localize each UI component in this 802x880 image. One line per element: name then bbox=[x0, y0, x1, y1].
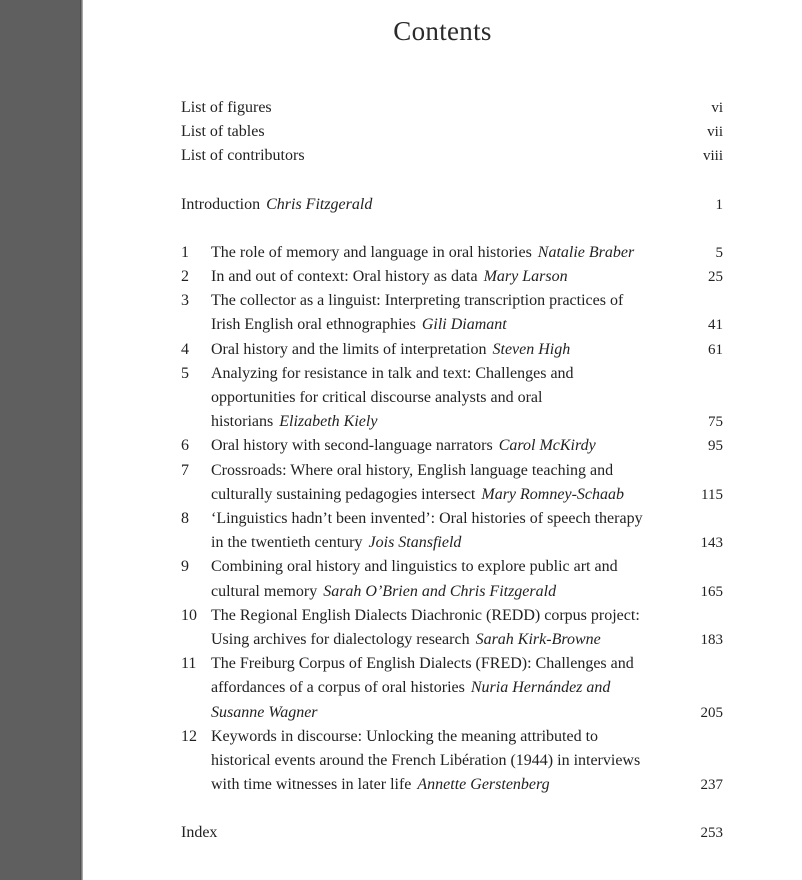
toc-entry-chapter-9[interactable] bbox=[181, 555, 723, 603]
toc-page-number: 61 bbox=[708, 341, 723, 358]
toc-entry-chapter-5[interactable] bbox=[181, 362, 723, 435]
chapter-title-line: historical events around the French Libération (1944) in interviews bbox=[211, 752, 641, 770]
chapter-title-line: affordances of a corpus of oral histories bbox=[211, 679, 465, 697]
toc-page-number: 237 bbox=[700, 777, 723, 794]
toc-entry-chapter-8[interactable] bbox=[181, 507, 723, 555]
toc-entry-chapter-12[interactable] bbox=[181, 725, 723, 798]
chapter-title: The role of memory and language in oral histories bbox=[211, 243, 532, 261]
viewer-gutter bbox=[0, 0, 80, 880]
toc-page-number: 1 bbox=[715, 196, 723, 213]
chapter-title-line: historians bbox=[211, 413, 274, 431]
toc-entry-front-matter[interactable] bbox=[181, 144, 723, 168]
chapter-title-line: The Freiburg Corpus of English Dialects (FRED): Challenges and bbox=[211, 655, 634, 673]
toc-page-number: 165 bbox=[700, 583, 723, 600]
toc-entry-chapter-7[interactable] bbox=[181, 459, 723, 507]
chapter-author: Steven High bbox=[492, 340, 571, 358]
chapter-number: 11 bbox=[181, 655, 197, 673]
chapter-title-line: in the twentieth century bbox=[211, 534, 363, 552]
chapter-title: Oral history and the limits of interpretation bbox=[211, 340, 487, 358]
chapter-author: Susanne Wagner bbox=[211, 703, 318, 721]
toc-entry-label: List of contributors bbox=[181, 147, 305, 165]
chapter-title-line: Crossroads: Where oral history, English language teaching and bbox=[211, 461, 614, 479]
toc-page-number: 5 bbox=[715, 244, 723, 261]
chapter-author: Mary Romney-Schaab bbox=[481, 485, 624, 503]
toc-entry-index[interactable] bbox=[181, 821, 723, 845]
chapter-author: Mary Larson bbox=[483, 267, 568, 285]
chapter-number: 10 bbox=[181, 606, 197, 624]
toc-page-number: 253 bbox=[700, 825, 723, 842]
chapter-title-line: culturally sustaining pedagogies intersect bbox=[211, 485, 476, 503]
toc-page-number: 41 bbox=[708, 317, 723, 334]
toc-entry-label: Index bbox=[181, 824, 218, 842]
toc-page-number: 75 bbox=[708, 414, 723, 431]
chapter-author: Sarah Kirk-Browne bbox=[475, 631, 601, 648]
chapter-number: 3 bbox=[181, 292, 189, 310]
toc-page-number: 115 bbox=[701, 486, 723, 503]
toc-page-number: vii bbox=[707, 124, 723, 141]
page-title: Contents bbox=[393, 16, 492, 46]
toc-entry-label: List of figures bbox=[181, 99, 272, 116]
chapter-number: 8 bbox=[181, 509, 189, 527]
toc-page-number: 25 bbox=[708, 268, 723, 285]
chapter-author: Annette Gerstenberg bbox=[417, 776, 550, 794]
chapter-title-line: opportunities for critical discourse analysts and oral bbox=[211, 388, 543, 406]
chapter-author: Carol McKirdy bbox=[498, 437, 596, 455]
toc-page-number: 95 bbox=[708, 438, 723, 455]
chapter-author: Jois Stansfield bbox=[368, 534, 462, 552]
chapter-title-line: cultural memory bbox=[211, 582, 318, 600]
chapter-title-line: with time witnesses in later life bbox=[211, 776, 412, 794]
toc-entry-label: Introduction bbox=[181, 195, 261, 213]
toc-page-number: vi bbox=[711, 99, 723, 116]
chapter-author: Sarah O’Brien and Chris Fitzgerald bbox=[323, 582, 557, 600]
chapter-title-line: Analyzing for resistance in talk and text: Challenges and bbox=[211, 364, 574, 382]
chapter-title-line: Irish English oral ethnographies bbox=[211, 316, 416, 334]
toc-entry-chapter-11[interactable] bbox=[181, 652, 723, 725]
document-page bbox=[83, 0, 802, 880]
toc-entry-label: List of tables bbox=[181, 123, 265, 141]
chapter-title-line: Keywords in discourse: Unlocking the meaning attributed to bbox=[211, 727, 599, 745]
chapter-author: Nuria Hernández and bbox=[470, 679, 611, 697]
toc-entry-chapter-2[interactable] bbox=[181, 265, 723, 289]
chapter-number: 1 bbox=[181, 243, 189, 261]
toc-entry-chapter-4[interactable] bbox=[181, 338, 723, 362]
chapter-title: Oral history with second-language narrators bbox=[211, 437, 493, 455]
toc-entry-front-matter[interactable] bbox=[181, 120, 723, 144]
chapter-title: In and out of context: Oral history as data bbox=[211, 267, 478, 285]
chapter-author: Elizabeth Kiely bbox=[279, 413, 378, 431]
toc-page-number: 143 bbox=[700, 535, 723, 552]
chapter-number: 6 bbox=[181, 437, 189, 455]
chapter-title-line: ‘Linguistics hadn’t been invented’: Oral histories of speech therapy bbox=[211, 509, 643, 527]
toc-page-number: 205 bbox=[700, 704, 723, 721]
toc-page-number: 183 bbox=[700, 632, 723, 648]
chapter-number: 5 bbox=[181, 364, 189, 382]
chapter-title-line: The collector as a linguist: Interpreting transcription practices of bbox=[211, 292, 624, 310]
toc-entry-front-matter[interactable] bbox=[181, 96, 723, 120]
toc-entry-introduction[interactable] bbox=[181, 193, 723, 217]
chapter-author: Natalie Braber bbox=[537, 243, 635, 261]
toc-entry-chapter-3[interactable] bbox=[181, 289, 723, 337]
chapter-author: Gili Diamant bbox=[421, 316, 507, 334]
toc-entry-chapter-6[interactable] bbox=[181, 434, 723, 458]
chapter-number: 9 bbox=[181, 558, 189, 576]
chapter-number: 12 bbox=[181, 727, 197, 745]
chapter-number: 7 bbox=[181, 461, 189, 479]
table-of-contents bbox=[181, 96, 723, 846]
chapter-title-line: The Regional English Dialects Diachronic (REDD) corpus project: bbox=[211, 606, 640, 624]
toc-entry-chapter-10[interactable] bbox=[181, 604, 723, 652]
chapter-title-line: Combining oral history and linguistics to explore public art and bbox=[211, 558, 618, 576]
chapter-number: 2 bbox=[181, 267, 189, 285]
chapter-number: 4 bbox=[181, 340, 189, 358]
toc-page-number: viii bbox=[702, 148, 723, 165]
chapter-title-line: Using archives for dialectology research bbox=[211, 631, 470, 648]
toc-entry-chapter-1[interactable] bbox=[181, 241, 723, 265]
toc-entry-author: Chris Fitzgerald bbox=[266, 195, 373, 213]
